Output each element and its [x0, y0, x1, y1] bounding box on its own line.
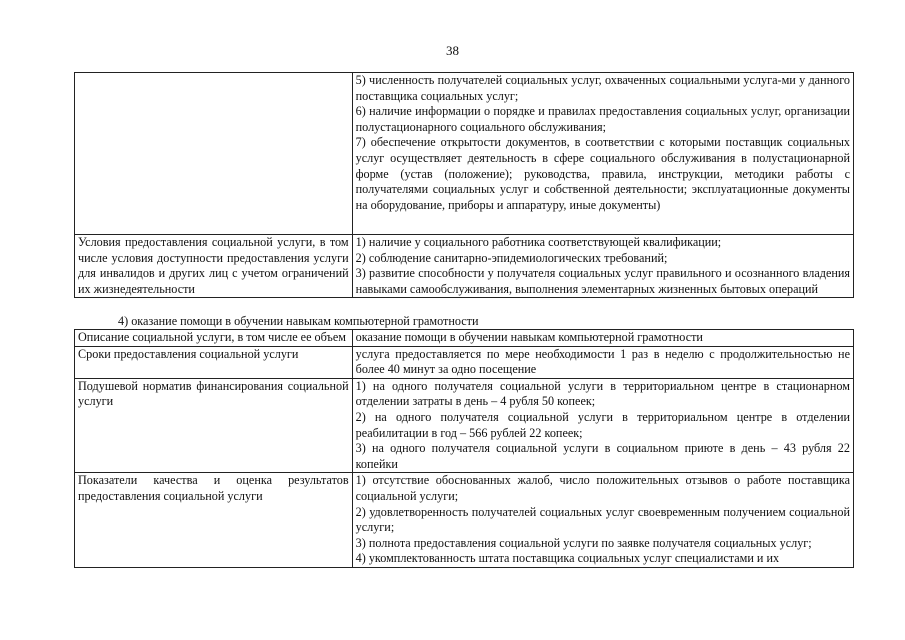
list-item: 6) наличие информации о порядке и правилах предоставления социальных услуг, организации полустационарного социального обслуживания; — [355, 104, 850, 134]
row-label-cell: Показатели качества и оценка результатов предоставления социальной услуги — [75, 473, 353, 568]
table-row — [75, 346, 854, 378]
list-item: 1) отсутствие обоснованных жалоб, число положительных отзывов о работе поставщика социальной услуги; — [355, 473, 850, 503]
list-item: услуга предоставляется по мере необходимости 1 раз в неделю с продолжительностью не более 40 минут за одно посещение — [355, 346, 850, 377]
list-item: 3) полнота предоставления социальной услуги по заявке получателя социальных услуг; — [355, 535, 812, 550]
row-label-cell — [75, 73, 353, 235]
section-heading: 4) оказание помощи в обучении навыкам компьютерной грамотности — [118, 314, 479, 328]
list-item: 7) обеспечение открытости документов, в соответствии с которыми поставщик социальных услуг осуществляет деятельность в сфере социального обслуживания в полустационарной форме (устав (положение); руководства, правила, инструкции, методики работы с получателями социальных услуг и собственной деятельности; эксплуатационные документы на оборудование, приборы и аппаратуру, иные документы) — [355, 135, 850, 212]
row-value-cell — [352, 73, 853, 235]
table-row — [75, 473, 854, 568]
list-item: 1) наличие у социального работника соответствующей квалификации; — [355, 235, 722, 249]
page-number: 38 — [446, 43, 459, 58]
row-label-cell: Сроки предоставления социальной услуги — [75, 346, 353, 378]
list-item: 4) укомплектованность штата поставщика социальных услуг специалистами и их — [355, 551, 780, 566]
list-item: 3) на одного получателя социальной услуги в социальном приюте в день – 43 рубля 22 копейки — [355, 441, 850, 471]
row-value-cell — [352, 378, 853, 473]
row-label-cell: Условия предоставления социальной услуги, в том числе условия доступности предоставления услуги для инвалидов и других лиц с учетом ограничений их жизнедеятельности — [75, 235, 353, 298]
computer-literacy-service-table — [74, 329, 854, 568]
list-item: 2) соблюдение санитарно-эпидемиологических требований; — [355, 250, 668, 265]
table-row — [75, 73, 854, 235]
list-item: 1) на одного получателя социальной услуги в территориальном центре в стационарном отделении затраты в день – 4 рубля 50 копеек; — [355, 378, 850, 409]
row-label-cell: Описание социальной услуги, в том числе ее объем — [75, 330, 353, 347]
list-item: оказание помощи в обучении навыкам компьютерной грамотности — [355, 330, 703, 344]
table-row — [75, 235, 854, 298]
list-item: 2) удовлетворенность получателей социальных услуг своевременным получением социальной услуги; — [355, 504, 850, 535]
row-value-cell — [352, 346, 853, 378]
table-row — [75, 330, 854, 347]
row-label-cell: Подушевой норматив финансирования социальной услуги — [75, 378, 353, 473]
list-item: 5) численность получателей социальных услуг, охваченных социальными услуга-ми у данного поставщика социальных услуг; — [355, 73, 850, 103]
list-item: 3) развитие способности у получателя социальных услуг правильного и осознанного владения навыками самообслуживания, выполнения элементарных жизненных бытовых операций — [355, 266, 850, 296]
row-value-cell — [352, 473, 853, 568]
row-value-cell — [352, 330, 853, 347]
table-row — [75, 378, 854, 473]
row-value-cell — [352, 235, 853, 298]
list-item: 2) на одного получателя социальной услуги в территориальном центре в отделении реабилитации в год – 566 рублей 22 копеек; — [355, 409, 850, 440]
service-conditions-table — [74, 72, 854, 298]
